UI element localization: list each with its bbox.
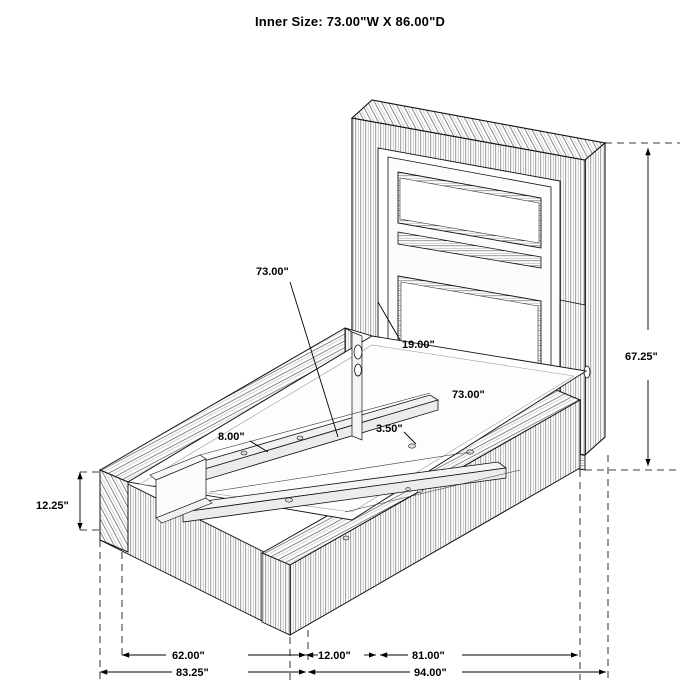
dim-overall-depth: 83.25" (176, 667, 209, 679)
dim-headboard-height: 67.25" (625, 351, 658, 363)
dim-foot-depth: 62.00" (172, 650, 205, 662)
dim-inner-width-mid: 73.00" (452, 389, 485, 401)
dim-inner-width-top: 73.00" (256, 266, 289, 278)
dim-rail-height: 8.00" (218, 431, 245, 443)
dim-slat-thickness: 3.50" (376, 423, 403, 435)
dim-overall-length: 94.00" (414, 667, 447, 679)
dim-side-rail-width: 12.00" (318, 650, 351, 662)
page-title: Inner Size: 73.00"W X 86.00"D (254, 14, 446, 29)
dim-headboard-panel: 19.00" (402, 339, 435, 351)
dim-bed-length: 81.00" (412, 650, 445, 662)
dim-clearance: 12.25" (36, 500, 69, 512)
